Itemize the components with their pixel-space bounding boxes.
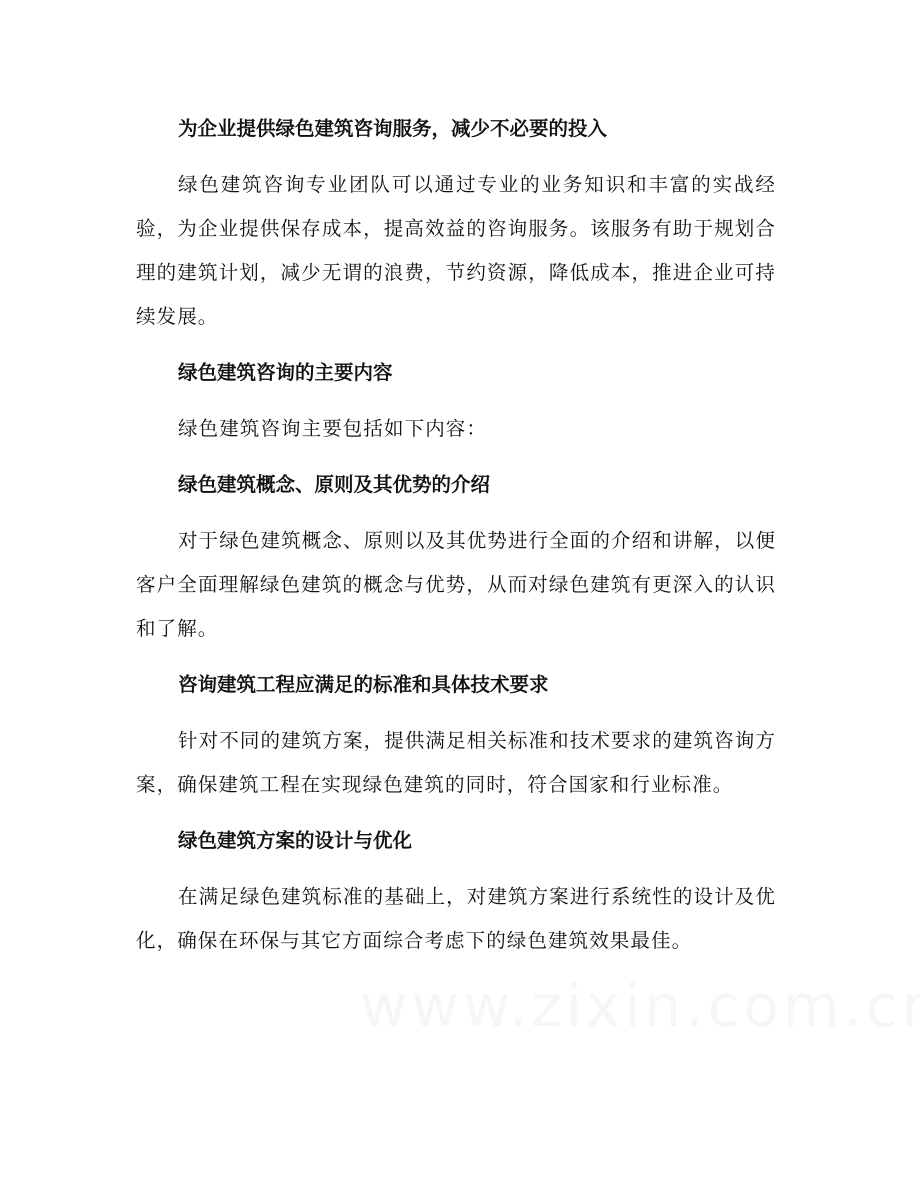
section-paragraph-4: 针对不同的建筑方案，提供满足相关标准和技术要求的建筑咨询方案，确保建筑工程在实现绿色建筑的同时，符合国家和行业标准。 bbox=[136, 729, 776, 796]
section-heading-5: 绿色建筑方案的设计与优化 bbox=[178, 829, 413, 852]
document-body bbox=[136, 107, 776, 975]
section-heading-1: 为企业提供绿色建筑咨询服务，减少不必要的投入 bbox=[178, 117, 608, 140]
section-heading-2: 绿色建筑咨询的主要内容 bbox=[178, 361, 393, 384]
section-paragraph-5: 在满足绿色建筑标准的基础上，对建筑方案进行系统性的设计及优化，确保在环保与其它方面综合考虑下的绿色建筑效果最佳。 bbox=[136, 885, 776, 952]
watermark bbox=[360, 972, 920, 1040]
section-heading-4: 咨询建筑工程应满足的标准和具体技术要求 bbox=[178, 673, 549, 696]
section-paragraph-2: 绿色建筑咨询主要包括如下内容： bbox=[178, 417, 488, 440]
section-heading-3: 绿色建筑概念、原则及其优势的介绍 bbox=[178, 473, 491, 496]
section-paragraph-3: 对于绿色建筑概念、原则以及其优势进行全面的介绍和讲解，以便客户全面理解绿色建筑的概念与优势，从而对绿色建筑有更深入的认识和了解。 bbox=[136, 529, 776, 640]
section-paragraph-1: 绿色建筑咨询专业团队可以通过专业的业务知识和丰富的实战经验，为企业提供保存成本，提高效益的咨询服务。该服务有助于规划合理的建筑计划，减少无谓的浪费，节约资源，降低成本，推进企业可持续发展。 bbox=[136, 173, 776, 328]
